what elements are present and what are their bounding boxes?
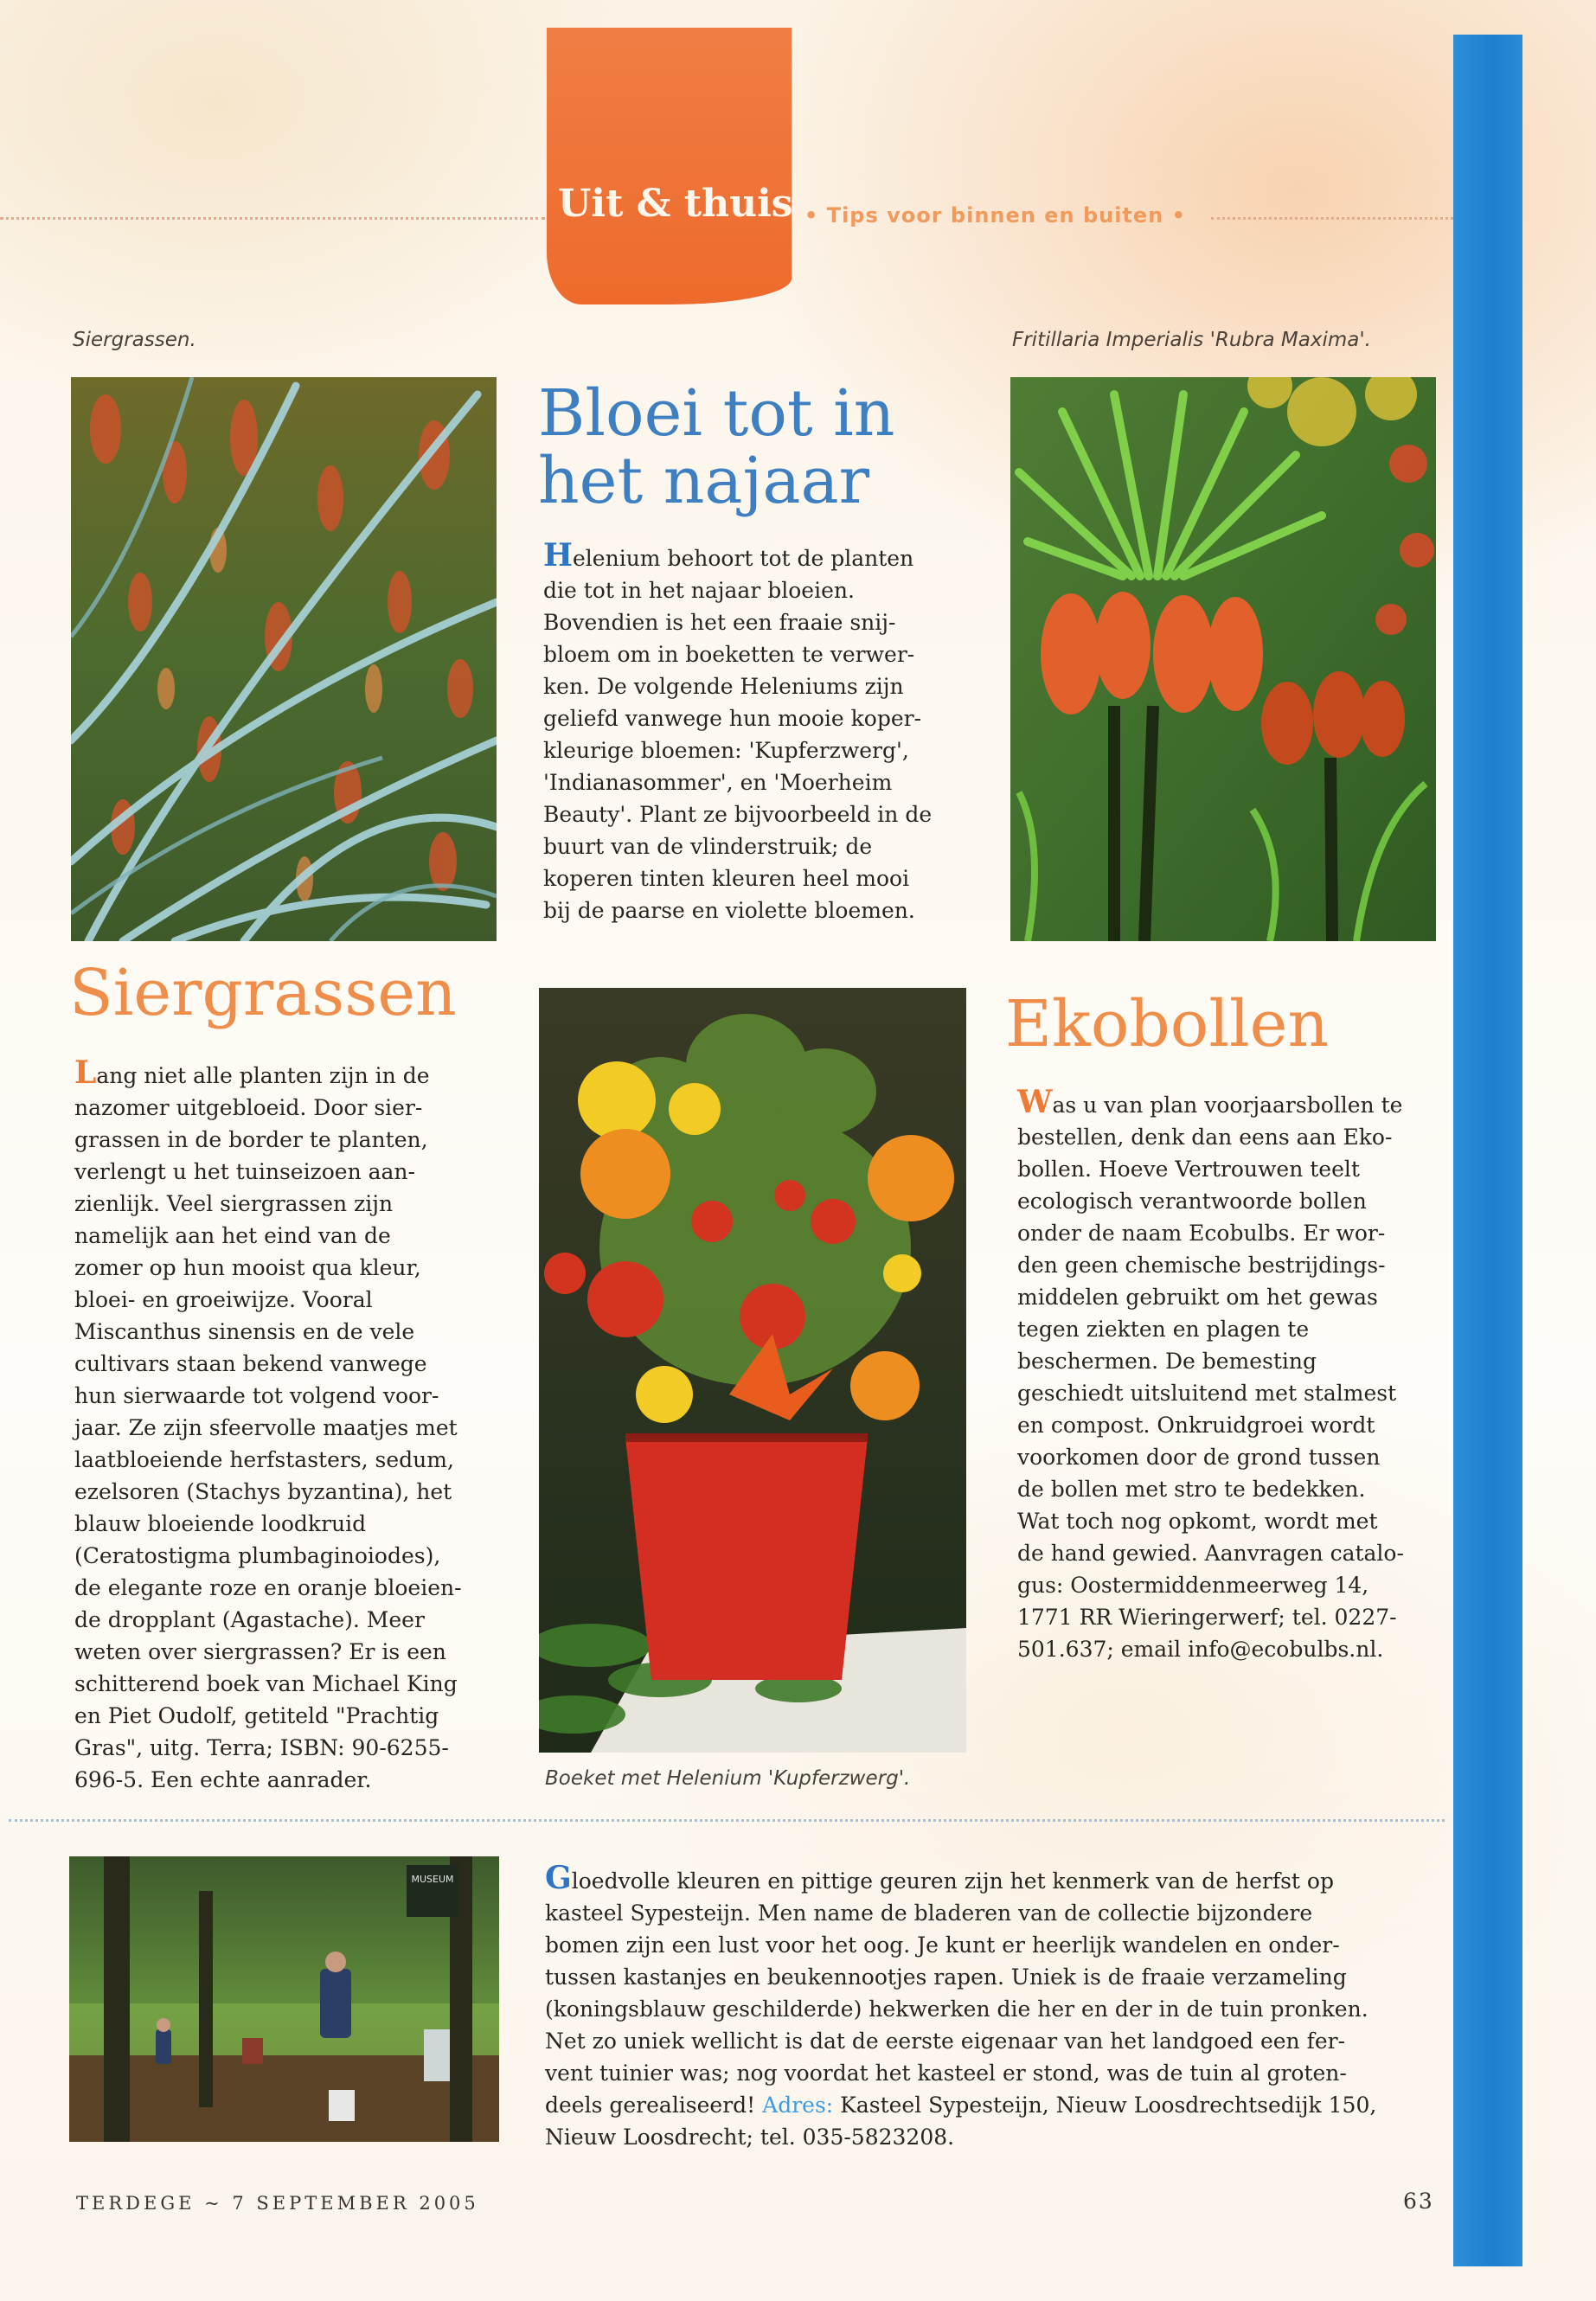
siergrassen-line: verlengt u het tuinseizoen aan- — [74, 1159, 415, 1184]
bloei-line: 'Indianasommer', en 'Moerheim — [543, 770, 893, 795]
footer-magazine-date: TERDEGE ~ 7 SEPTEMBER 2005 — [76, 2193, 479, 2214]
bloei-heading-line1: Bloei tot in — [538, 376, 895, 451]
bloei-heading-line2: het najaar — [538, 443, 870, 518]
ekobollen-line: de hand gewied. Aanvragen catalo- — [1017, 1541, 1404, 1566]
sypesteijn-line: Nieuw Loosdrecht; tel. 035-5823208. — [545, 2125, 955, 2150]
bloei-text — [543, 537, 933, 926]
section-title: Uit & thuis — [558, 182, 793, 226]
sypesteijn-photo — [69, 1856, 499, 2142]
bloei-heading — [538, 376, 895, 518]
siergrassen-line: hun sierwaarde tot volgend voor- — [74, 1383, 439, 1408]
siergrassen-line: cultivars staan bekend vanwege — [74, 1351, 427, 1376]
siergrassen-line: 696-5. Een echte aanrader. — [74, 1767, 372, 1792]
ekobollen-line: ecologisch verantwoorde bollen — [1017, 1189, 1367, 1214]
siergrassen-dropcap: L — [74, 1054, 97, 1091]
bloei-line: koperen tinten kleuren heel mooi — [543, 866, 910, 891]
siergrassen-line: grassen in de border te planten, — [74, 1127, 428, 1152]
sypesteijn-line-address: deels gerealiseerd! Adres: Kasteel Sypesteijn, Nieuw Loosdrechtsedijk 150, — [545, 2093, 1377, 2118]
bloei-line: ken. De volgende Heleniums zijn — [543, 674, 904, 699]
siergrassen-line: zomer op hun mooist qua kleur, — [74, 1255, 421, 1280]
siergrassen-line: namelijk aan het eind van de — [74, 1223, 391, 1248]
bloei-line: bij de paarse en violette bloemen. — [543, 898, 915, 923]
page-number: 63 — [1403, 2189, 1434, 2214]
siergrassen-heading: Siergrassen — [69, 956, 457, 1030]
sypesteijn-line: vent tuinier was; nog voordat het kasteel er stond, was de tuin al groten- — [545, 2061, 1347, 2086]
siergrassen-line: ang niet alle planten zijn in de — [96, 1063, 430, 1088]
siergrassen-line: (Ceratostigma plumbaginoiodes), — [74, 1543, 441, 1568]
siergrassen-line: blauw bloeiende loodkruid — [74, 1511, 367, 1536]
ekobollen-line: voorkomen door de grond tussen — [1017, 1445, 1381, 1470]
ekobollen-line: Wat toch nog opkomt, wordt met — [1017, 1509, 1378, 1534]
siergrassen-line: de elegante roze en oranje bloeien- — [74, 1575, 462, 1600]
siergrassen-line: en Piet Oudolf, getiteld "Prachtig — [74, 1703, 439, 1728]
sypesteijn-line: Net zo uniek wellicht is dat de eerste eigenaar van het landgoed een fer- — [545, 2029, 1346, 2054]
bloei-line: Bovendien is het een fraaie snij- — [543, 610, 896, 635]
ekobollen-line: middelen gebruikt om het gewas — [1017, 1285, 1378, 1310]
museum-sign-text: MUSEUM — [411, 1874, 454, 1885]
ekobollen-line: beschermen. De bemesting — [1017, 1349, 1317, 1374]
siergrassen-line: weten over siergrassen? Er is een — [74, 1639, 446, 1664]
section-tab — [547, 28, 792, 304]
ekobollen-line: en compost. Onkruidgroei wordt — [1017, 1413, 1375, 1438]
boeket-photo — [539, 988, 966, 1753]
sypesteijn-text — [545, 1860, 1377, 2153]
ekobollen-line: 1771 RR Wieringerwerf; tel. 0227- — [1017, 1605, 1397, 1630]
header-dotted-line-left — [0, 217, 545, 220]
ekobollen-line: tegen ziekten en plagen te — [1017, 1317, 1310, 1342]
siergrassen-line: de dropplant (Agastache). Meer — [74, 1607, 425, 1632]
siergrassen-photo — [71, 377, 497, 941]
siergrassen-line: ezelsoren (Stachys byzantina), het — [74, 1479, 452, 1504]
section-divider — [9, 1819, 1445, 1822]
ekobollen-line: de bollen met stro te bedekken. — [1017, 1477, 1366, 1502]
bloei-line: buurt van de vlinderstruik; de — [543, 834, 873, 859]
siergrassen-line: bloei- en groeiwijze. Vooral — [74, 1287, 373, 1312]
ekobollen-heading: Ekobollen — [1005, 987, 1330, 1061]
bloei-line: Beauty'. Plant ze bijvoorbeeld in de — [543, 802, 933, 827]
siergrassen-line: Gras", uitg. Terra; ISBN: 90-6255- — [74, 1735, 449, 1760]
sypesteijn-line: tussen kastanjes en beukennootjes rapen. Uniek is de fraaie verzameling — [545, 1965, 1347, 1990]
address-label: Adres: — [762, 2093, 834, 2118]
sypesteijn-line: (koningsblauw geschilderde) hekwerken die her en der in de tuin pronken. — [545, 1997, 1368, 2022]
ekobollen-line: as u van plan voorjaarsbollen te — [1052, 1093, 1403, 1118]
bloei-line: elenium behoort tot de planten — [573, 546, 914, 571]
siergrassen-caption: Siergrassen. — [73, 329, 196, 351]
sypesteijn-line: bomen zijn een lust voor het oog. Je kunt er heerlijk wandelen en onder- — [545, 1932, 1340, 1958]
ekobollen-text — [1017, 1084, 1404, 1665]
boeket-caption: Boeket met Helenium 'Kupferzwerg'. — [545, 1767, 911, 1790]
fritillaria-photo — [1010, 377, 1436, 941]
header-dotted-line-right — [1211, 217, 1453, 220]
fritillaria-caption: Fritillaria Imperialis 'Rubra Maxima'. — [1012, 329, 1371, 351]
bloei-line: bloem om in boeketten te verwer- — [543, 642, 915, 667]
siergrassen-line: nazomer uitgebloeid. Door sier- — [74, 1095, 423, 1120]
siergrassen-line: schitterend boek van Michael King — [74, 1671, 458, 1696]
section-subtitle: • Tips voor binnen en buiten • — [804, 203, 1186, 228]
ekobollen-dropcap: W — [1017, 1084, 1053, 1120]
siergrassen-text — [74, 1054, 462, 1796]
ekobollen-line: geschiedt uitsluitend met stalmest — [1017, 1381, 1397, 1406]
ekobollen-line: 501.637; email info@ecobulbs.nl. — [1017, 1637, 1384, 1662]
bloei-dropcap: H — [543, 537, 574, 574]
ekobollen-line: bestellen, denk dan eens aan Eko- — [1017, 1125, 1393, 1150]
ekobollen-line: bollen. Hoeve Vertrouwen teelt — [1017, 1157, 1360, 1182]
side-blue-bar — [1453, 35, 1522, 2266]
siergrassen-line: zienlijk. Veel siergrassen zijn — [74, 1191, 394, 1216]
siergrassen-line: Miscanthus sinensis en de vele — [74, 1319, 415, 1344]
sypesteijn-line: loedvolle kleuren en pittige geuren zijn het kenmerk van de herfst op — [571, 1868, 1334, 1894]
ekobollen-line: gus: Oostermiddenmeerweg 14, — [1017, 1573, 1369, 1598]
ekobollen-line: den geen chemische bestrijdings- — [1017, 1253, 1386, 1278]
siergrassen-line: laatbloeiende herfstasters, sedum, — [74, 1447, 454, 1472]
bloei-line: die tot in het najaar bloeien. — [543, 578, 855, 603]
bloei-line: kleurige bloemen: 'Kupferzwerg', — [543, 738, 909, 763]
siergrassen-line: jaar. Ze zijn sfeervolle maatjes met — [74, 1415, 458, 1440]
ekobollen-line: onder de naam Ecobulbs. Er wor- — [1017, 1221, 1386, 1246]
sypesteijn-dropcap: G — [545, 1860, 572, 1896]
sypesteijn-line: kasteel Sypesteijn. Men name de bladeren van de collectie bijzondere — [545, 1900, 1313, 1926]
bloei-line: geliefd vanwege hun mooie koper- — [543, 706, 922, 731]
